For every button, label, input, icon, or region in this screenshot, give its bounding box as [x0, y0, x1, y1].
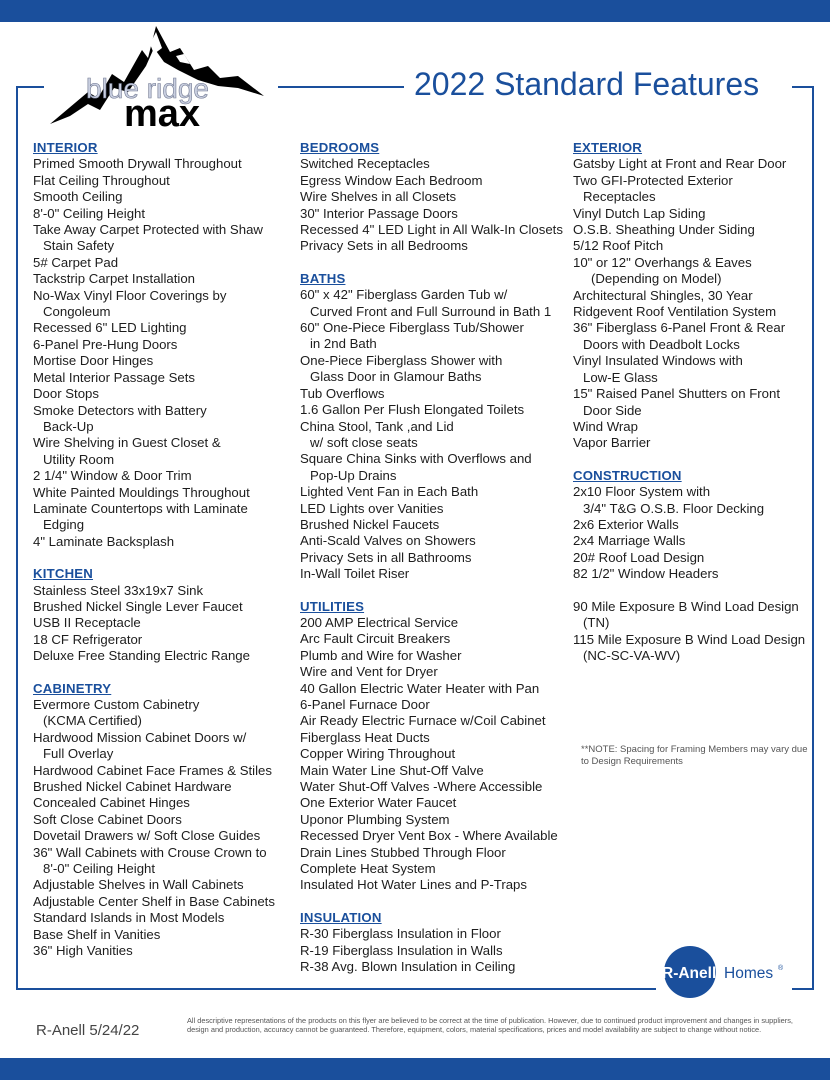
frame-top-border-right: [792, 86, 814, 88]
feature-item: Tackstrip Carpet Installation: [33, 271, 195, 287]
feature-item: Recessed 4" LED Light in All Walk-In Closets: [300, 222, 563, 238]
logo-blue-ridge-text: blue ridge: [86, 73, 209, 104]
feature-item: Lighted Vent Fan in Each Bath: [300, 484, 479, 500]
feature-item: Brushed Nickel Single Lever Faucet: [33, 598, 243, 614]
feature-item: 15" Raised Panel Shutters on Front: [573, 386, 781, 402]
frame-left-border: [16, 86, 18, 990]
feature-item: Vinyl Insulated Windows with: [573, 353, 743, 369]
brand-name-bold: R-Anell: [662, 965, 717, 982]
feature-item: Privacy Sets in all Bedrooms: [300, 238, 468, 254]
feature-item: R-30 Fiberglass Insulation in Floor: [300, 926, 501, 942]
feature-item: 8'-0" Ceiling Height: [43, 861, 156, 877]
feature-item: Complete Heat System: [300, 861, 436, 877]
feature-item: Anti-Scald Valves on Showers: [300, 533, 476, 549]
frame-bottom-border-right: [792, 988, 814, 990]
feature-item: White Painted Mouldings Throughout: [33, 484, 250, 500]
feature-item: Flat Ceiling Throughout: [33, 172, 170, 188]
feature-item: Ridgevent Roof Ventilation System: [573, 304, 777, 320]
feature-item: 40 Gallon Electric Water Heater with Pan: [300, 680, 540, 696]
brand-reg-mark: ®: [778, 965, 784, 972]
section-heading-construction: CONSTRUCTION: [573, 467, 682, 483]
feature-item: Copper Wiring Throughout: [300, 746, 456, 762]
feature-item: 90 Mile Exposure B Wind Load Design: [573, 598, 799, 614]
r-anell-homes-logo: [660, 946, 790, 1002]
feature-item: Architectural Shingles, 30 Year: [573, 287, 753, 303]
feature-item: Wire Shelving in Guest Closet &: [33, 435, 221, 451]
feature-item: Privacy Sets in all Bathrooms: [300, 549, 472, 565]
feature-item: Deluxe Free Standing Electric Range: [33, 648, 250, 664]
feature-item: Stainless Steel 33x19x7 Sink: [33, 582, 204, 598]
frame-bottom-border: [16, 988, 656, 990]
feature-item: USB II Receptacle: [33, 615, 141, 631]
feature-item: Base Shelf in Vanities: [33, 926, 161, 942]
feature-item: Full Overlay: [43, 746, 114, 762]
feature-item: Primed Smooth Drywall Throughout: [33, 156, 242, 172]
feature-item: 10" or 12" Overhangs & Eaves: [573, 254, 752, 270]
feature-item: 5# Carpet Pad: [33, 254, 119, 270]
feature-item: China Stool, Tank ,and Lid: [300, 418, 454, 434]
feature-item: Utility Room: [43, 451, 115, 467]
feature-item: Wire and Vent for Dryer: [300, 664, 438, 680]
feature-item: (NC-SC-VA-WV): [583, 648, 681, 664]
feature-item: Door Side: [583, 402, 642, 418]
feature-item: Drain Lines Stubbed Through Floor: [300, 844, 506, 860]
feature-item: Brushed Nickel Faucets: [300, 516, 440, 532]
feature-item: Brushed Nickel Cabinet Hardware: [33, 779, 232, 795]
feature-item: Standard Islands in Most Models: [33, 910, 225, 926]
section-heading-interior: INTERIOR: [33, 140, 98, 155]
section-heading-cabinetry: CABINETRY: [33, 680, 112, 696]
feature-item: Curved Front and Full Surround in Bath 1: [310, 303, 552, 319]
section-heading-utilities: UTILITIES: [300, 598, 365, 614]
feature-item: Air Ready Electric Furnace w/Coil Cabinet: [300, 713, 546, 729]
feature-item: Soft Close Cabinet Doors: [33, 811, 182, 827]
section-heading-insulation: INSULATION: [300, 909, 382, 925]
feature-item: Egress Window Each Bedroom: [300, 172, 483, 188]
feature-item: Uponor Plumbing System: [300, 811, 450, 827]
feature-item: 36" High Vanities: [33, 943, 133, 959]
feature-item: Adjustable Center Shelf in Base Cabinets: [33, 893, 275, 909]
feature-item: 2x6 Exterior Walls: [573, 516, 679, 532]
framing-note: **NOTE: Spacing for Framing Members may vary due to Design Requirements: [581, 744, 808, 768]
feature-item: 115 Mile Exposure B Wind Load Design: [573, 631, 806, 647]
feature-item: R-19 Fiberglass Insulation in Walls: [300, 942, 503, 958]
feature-item: Glass Door in Glamour Baths: [310, 369, 482, 385]
feature-item: Plumb and Wire for Washer: [300, 647, 462, 663]
column-right: [573, 140, 809, 665]
feature-item: Dovetail Drawers w/ Soft Close Guides: [33, 828, 261, 844]
feature-item: 5/12 Roof Pitch: [573, 238, 664, 254]
footer-disclaimer: All descriptive representations of the products on this flyer are believed to be correct at the time of publication. However, due to continued product improvement and changes in suppliers, design and production, accuracy cannot be guaranteed. Therefore, equipment, colors, material specifications, prices and model availability are subject to change without notice.: [187, 1016, 793, 1035]
feature-item: Metal Interior Passage Sets: [33, 369, 195, 385]
feature-item: Switched Receptacles: [300, 156, 430, 172]
feature-item: Concealed Cabinet Hinges: [33, 795, 190, 811]
top-banner: [0, 0, 830, 22]
feature-item: Door Stops: [33, 386, 99, 402]
feature-item: Vapor Barrier: [573, 435, 651, 451]
feature-item: Receptacles: [583, 189, 656, 205]
feature-item: Tub Overflows: [300, 385, 385, 401]
feature-item: 6-Panel Furnace Door: [300, 697, 430, 712]
feature-item: (KCMA Certified): [43, 713, 142, 729]
feature-item: Back-Up: [43, 418, 94, 434]
feature-item: Recessed Dryer Vent Box - Where Available: [300, 828, 558, 844]
feature-item: 36" Wall Cabinets with Crouse Crown to: [33, 844, 267, 860]
feature-item: O.S.B. Sheathing Under Siding: [573, 222, 755, 238]
feature-item: 60" One-Piece Fiberglass Tub/Shower: [300, 320, 524, 336]
feature-item: R-38 Avg. Blown Insulation in Ceiling: [300, 959, 516, 975]
column-left: [33, 140, 291, 960]
feature-item: Low-E Glass: [583, 369, 658, 385]
feature-item: 60" x 42" Fiberglass Garden Tub w/: [300, 287, 508, 303]
feature-item: 36" Fiberglass 6-Panel Front & Rear: [573, 320, 786, 336]
section-heading-baths: BATHS: [300, 270, 346, 286]
feature-item: 3/4" T&G O.S.B. Floor Decking: [583, 500, 765, 516]
feature-item: Water Shut-Off Valves -Where Accessible: [300, 779, 543, 795]
blue-ridge-max-logo: [48, 26, 268, 130]
feature-item: Recessed 6" LED Lighting: [33, 320, 187, 336]
page-title: 2022 Standard Features: [414, 66, 760, 102]
frame-right-border: [812, 86, 814, 990]
feature-item: Adjustable Shelves in Wall Cabinets: [33, 877, 244, 893]
feature-item: Insulated Hot Water Lines and P-Traps: [300, 877, 527, 893]
feature-item: 200 AMP Electrical Service: [300, 614, 459, 630]
frame-top-border-middle: [278, 86, 404, 88]
feature-item: One-Piece Fiberglass Shower with: [300, 352, 503, 368]
feature-item: Doors with Deadbolt Locks: [583, 336, 740, 352]
feature-item: Vinyl Dutch Lap Siding: [573, 205, 706, 221]
feature-item: Stain Safety: [43, 238, 115, 254]
feature-item: 8'-0" Ceiling Height: [33, 205, 146, 221]
feature-item: 2x4 Marriage Walls: [573, 533, 686, 549]
feature-spacer: [573, 583, 809, 599]
section-heading-exterior: EXTERIOR: [573, 140, 643, 155]
feature-item: (Depending on Model): [591, 271, 722, 287]
feature-item: Hardwood Mission Cabinet Doors w/: [33, 729, 247, 745]
feature-item: 20# Roof Load Design: [573, 549, 705, 565]
feature-item: Hardwood Cabinet Face Frames & Stiles: [33, 762, 272, 778]
feature-item: (TN): [583, 615, 610, 631]
feature-item: LED Lights over Vanities: [300, 500, 444, 516]
feature-item: 30" Interior Passage Doors: [300, 205, 458, 221]
feature-item: 2x10 Floor System with: [573, 484, 711, 500]
feature-item: Smoke Detectors with Battery: [33, 402, 207, 418]
section-heading-kitchen: KITCHEN: [33, 566, 94, 582]
logo-max-text: max: [124, 93, 201, 130]
feature-item: w/ soft close seats: [310, 434, 418, 450]
feature-item: Laminate Countertops with Laminate: [33, 500, 248, 516]
footer-revision-code: R-Anell 5/24/22: [36, 1022, 140, 1039]
feature-item: Edging: [43, 517, 85, 533]
feature-item: Arc Fault Circuit Breakers: [300, 631, 451, 647]
feature-item: Wind Wrap: [573, 418, 638, 434]
feature-item: 2 1/4" Window & Door Trim: [33, 468, 192, 484]
feature-item: No-Wax Vinyl Floor Coverings by: [33, 287, 227, 303]
feature-item: Pop-Up Drains: [310, 467, 397, 483]
frame-top-border-left: [16, 86, 44, 88]
feature-item: One Exterior Water Faucet: [300, 795, 457, 811]
feature-item: 18 CF Refrigerator: [33, 631, 143, 647]
feature-item: 6-Panel Pre-Hung Doors: [33, 336, 178, 352]
feature-item: Gatsby Light at Front and Rear Door: [573, 156, 787, 172]
feature-item: in 2nd Bath: [310, 336, 377, 352]
feature-item: 4" Laminate Backsplash: [33, 533, 175, 549]
feature-item: Smooth Ceiling: [33, 189, 123, 205]
column-middle: [300, 140, 568, 976]
feature-item: Wire Shelves in all Closets: [300, 189, 457, 205]
feature-item: 82 1/2" Window Headers: [573, 566, 719, 582]
feature-item: Square China Sinks with Overflows and: [300, 451, 532, 467]
feature-item: Main Water Line Shut-Off Valve: [300, 762, 484, 778]
feature-item: Evermore Custom Cabinetry: [33, 697, 200, 712]
feature-item: Fiberglass Heat Ducts: [300, 729, 430, 745]
section-heading-bedrooms: BEDROOMS: [300, 140, 380, 155]
feature-item: Mortise Door Hinges: [33, 353, 154, 369]
brand-name-light: Homes: [724, 965, 774, 982]
bottom-banner: [0, 1058, 830, 1080]
feature-item: Take Away Carpet Protected with Shaw: [33, 222, 263, 238]
feature-item: Two GFI-Protected Exterior: [573, 172, 733, 188]
feature-item: 1.6 Gallon Per Flush Elongated Toilets: [300, 402, 525, 418]
feature-item: Congoleum: [43, 304, 111, 320]
feature-item: In-Wall Toilet Riser: [300, 566, 410, 582]
